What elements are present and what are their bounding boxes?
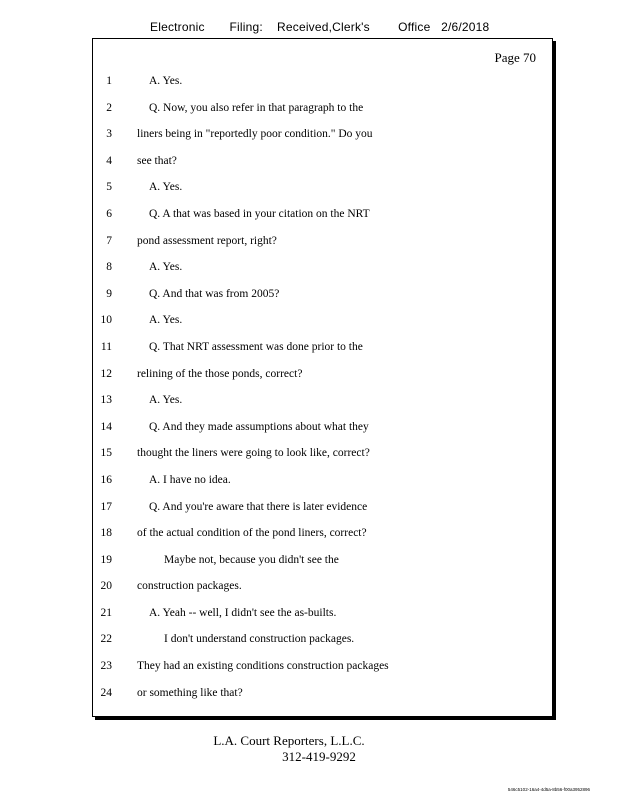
transcript-line	[92, 524, 553, 551]
line-text: They had an existing conditions construction packages	[137, 660, 389, 673]
line-number: 23	[100, 660, 112, 673]
transcript-line	[92, 630, 553, 657]
line-text: pond assessment report, right?	[137, 234, 277, 247]
line-text: I don't understand construction packages.	[164, 633, 355, 646]
transcript-line	[92, 391, 553, 418]
filing-stamp-word: Filing:	[229, 20, 263, 34]
line-text: Q. Now, you also refer in that paragraph to the	[149, 101, 364, 114]
line-text: Q. A that was based in your citation on the NRT	[149, 207, 370, 220]
transcript-line	[92, 551, 553, 578]
transcript-line	[92, 72, 553, 99]
line-text: A. I have no idea.	[149, 473, 231, 486]
line-number: 14	[100, 420, 112, 433]
line-text: Q. And they made assumptions about what they	[149, 420, 369, 433]
document-id: 546c5102-16a4-4d5a-8b56-f00a3952896	[507, 787, 590, 792]
transcript-line	[92, 444, 553, 471]
line-number: 2	[106, 101, 112, 114]
line-number: 24	[100, 686, 112, 699]
transcript-line	[92, 365, 553, 392]
line-text: A. Yes.	[149, 75, 183, 87]
line-number: 9	[106, 287, 112, 300]
footer	[0, 733, 618, 765]
transcript-line	[92, 285, 553, 312]
line-number: 22	[100, 633, 112, 646]
filing-stamp	[150, 20, 489, 34]
reporter-firm: L.A. Court Reporters, L.L.C.	[213, 733, 365, 748]
line-text: Q. That NRT assessment was done prior to the	[149, 340, 363, 353]
line-text: A. Yes.	[149, 261, 183, 274]
transcript-lines	[92, 72, 553, 710]
line-number: 20	[100, 580, 112, 593]
line-text: or something like that?	[137, 686, 243, 699]
transcript-line	[92, 178, 553, 205]
transcript-line	[92, 311, 553, 338]
transcript-line	[92, 152, 553, 179]
line-number: 8	[106, 261, 112, 274]
filing-stamp-date: 2/6/2018	[441, 20, 490, 34]
transcript-line	[92, 99, 553, 126]
line-text: relining of the those ponds, correct?	[137, 367, 303, 380]
line-number: 4	[106, 154, 112, 167]
line-number: 13	[100, 394, 112, 407]
transcript-line	[92, 125, 553, 152]
transcript-line	[92, 498, 553, 525]
line-number: 16	[100, 473, 112, 486]
line-number: 15	[100, 447, 112, 460]
line-text: thought the liners were going to look like, correct?	[137, 447, 370, 460]
transcript-line	[92, 258, 553, 285]
line-number: 10	[100, 314, 112, 327]
line-text: A. Yes.	[149, 181, 183, 194]
line-text: Maybe not, because you didn't see the	[164, 553, 339, 566]
transcript-line	[92, 657, 553, 684]
reporter-phone: 312-419-9292	[282, 749, 356, 764]
transcript-line	[92, 684, 553, 711]
line-number: 1	[106, 75, 112, 87]
line-text: A. Yeah -- well, I didn't see the as-builts.	[149, 606, 337, 619]
line-text: A. Yes.	[149, 314, 183, 327]
line-text: of the actual condition of the pond liners, correct?	[137, 527, 367, 540]
line-number: 3	[106, 128, 112, 141]
transcript-line	[92, 205, 553, 232]
line-text: A. Yes.	[149, 394, 183, 407]
line-number: 11	[100, 340, 112, 353]
line-text: Q. And that was from 2005?	[149, 287, 280, 300]
transcript-line	[92, 338, 553, 365]
line-number: 17	[100, 500, 112, 513]
transcript-line	[92, 418, 553, 445]
line-number: 6	[106, 207, 112, 220]
line-text: see that?	[137, 154, 177, 167]
filing-stamp-word: Electronic	[150, 20, 205, 34]
transcript-line	[92, 471, 553, 498]
filing-stamp-word: Received,Clerk's	[277, 20, 370, 34]
line-number: 21	[100, 606, 112, 619]
line-number: 18	[100, 527, 112, 540]
line-number: 12	[100, 367, 112, 380]
line-text: construction packages.	[137, 580, 242, 593]
line-text: liners being in "reportedly poor condition." Do you	[137, 128, 373, 141]
line-number: 5	[106, 181, 112, 194]
transcript-line	[92, 604, 553, 631]
line-number: 19	[100, 553, 112, 566]
line-number: 7	[106, 234, 112, 247]
page-number: Page 70	[494, 50, 536, 65]
transcript-line	[92, 577, 553, 604]
line-text: Q. And you're aware that there is later evidence	[149, 500, 368, 513]
filing-stamp-word: Office	[398, 20, 431, 34]
transcript-line	[92, 232, 553, 259]
